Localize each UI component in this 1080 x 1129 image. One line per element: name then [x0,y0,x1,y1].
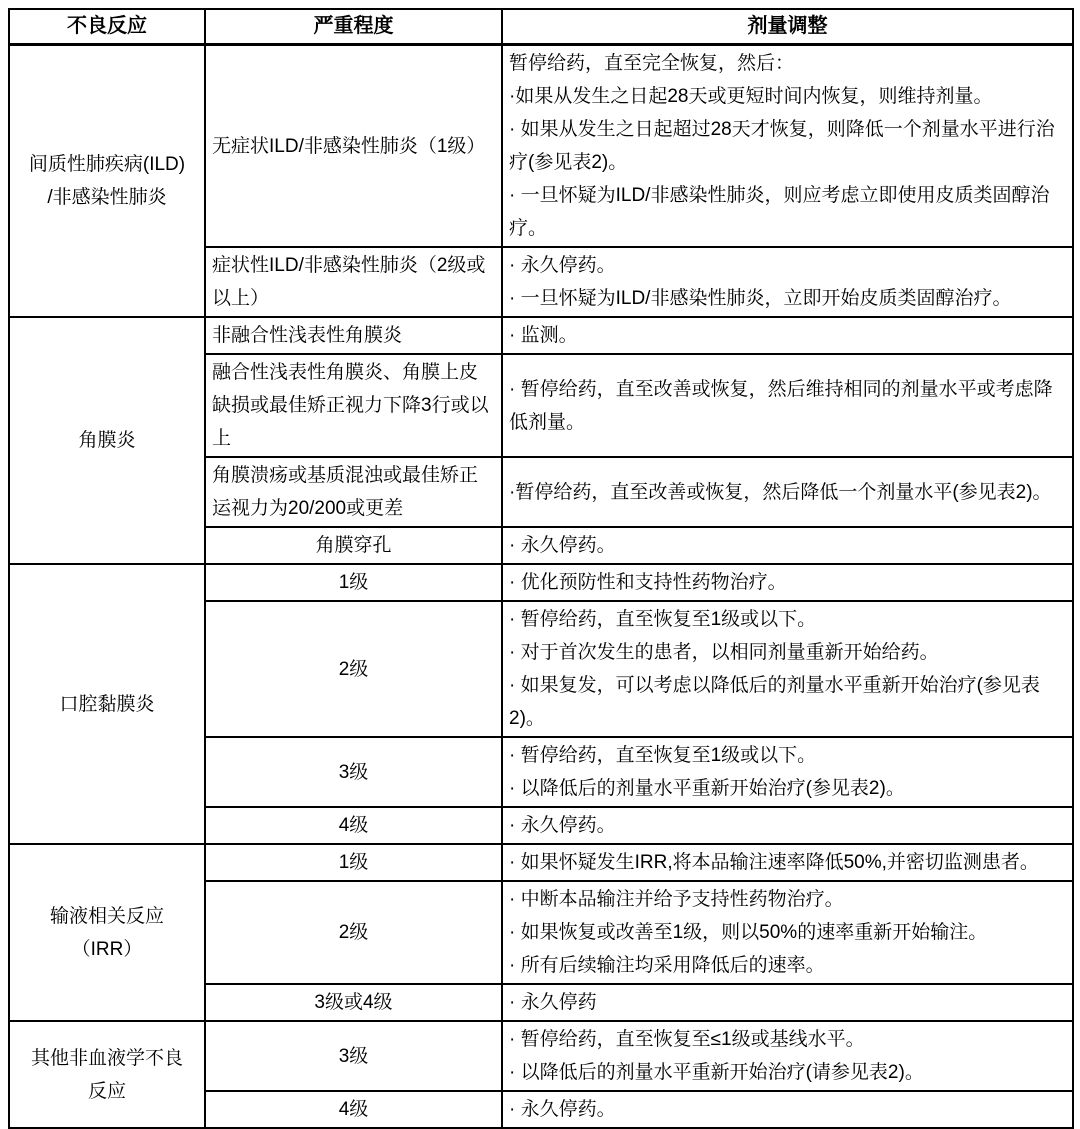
dose-cell [502,45,1073,248]
severity-cell: 4级 [205,1091,502,1128]
dose-line: ·如果从发生之日起28天或更短时间内恢复，则维持剂量。 [509,86,993,107]
dose-line: · 永久停药 [509,992,597,1013]
table-row [9,45,1073,248]
dose-line: 暂停给药，直至完全恢复，然后： [509,53,795,74]
severity-cell: 1级 [205,564,502,601]
dose-cell [502,317,1073,354]
header-dose-adjustment: 剂量调整 [502,9,1073,45]
severity-cell: 融合性浅表性角膜炎、角膜上皮缺损或最佳矫正视力下降3行或以上 [205,354,502,457]
table-row [9,564,1073,601]
dose-line: · 监测。 [509,325,578,346]
dose-cell [502,457,1073,527]
dose-line: · 暂停给药，直至恢复至≤1级或基线水平。 [509,1029,865,1050]
dose-cell [502,1021,1073,1091]
dose-cell [502,1091,1073,1128]
header-adverse-reaction: 不良反应 [9,9,205,45]
dose-cell [502,984,1073,1021]
dose-line: · 暂停给药，直至改善或恢复，然后维持相同的剂量水平或考虑降低剂量。 [509,378,1053,433]
reaction-cell-ild [9,45,205,318]
dose-line: · 如果从发生之日起超过28天才恢复，则降低一个剂量水平进行治疗(参见表2)。 [509,119,1055,173]
reaction-line: 角膜炎 [78,430,136,451]
dose-line: · 以降低后的剂量水平重新开始治疗(参见表2)。 [509,778,905,799]
dose-cell [502,737,1073,807]
reaction-line: 间质性肺疾病(ILD) [28,154,186,175]
severity-cell: 3级 [205,737,502,807]
severity-cell: 无症状ILD/非感染性肺炎（1级） [205,45,502,248]
dose-line: · 如果怀疑发生IRR,将本品输注速率降低50%,并密切监测患者。 [509,852,1039,873]
dose-line: · 永久停药。 [509,1099,616,1120]
dose-line: · 一旦怀疑为ILD/非感染性肺炎，立即开始皮质类固醇治疗。 [509,288,1012,309]
reaction-line: 输液相关反应 [49,905,164,927]
dose-cell [502,601,1073,737]
dose-cell [502,247,1073,317]
dose-line: · 永久停药。 [509,815,616,836]
dose-cell [502,844,1073,881]
severity-cell: 2级 [205,601,502,737]
severity-cell: 3级 [205,1021,502,1091]
severity-cell: 1级 [205,844,502,881]
dose-line: · 如果复发，可以考虑以降低后的剂量水平重新开始治疗(参见表2)。 [509,675,1040,729]
severity-cell: 4级 [205,807,502,844]
severity-cell: 角膜穿孔 [205,527,502,564]
dose-line: ·暂停给药，直至改善或恢复，然后降低一个剂量水平(参见表2)。 [509,481,1052,503]
severity-cell: 症状性ILD/非感染性肺炎（2级或以上） [205,247,502,317]
dose-cell [502,807,1073,844]
dose-cell [502,354,1073,457]
dose-line: · 以降低后的剂量水平重新开始治疗(请参见表2)。 [509,1062,924,1083]
dose-adjustment-table [8,8,1074,1129]
header-row [9,9,1073,45]
dose-line: · 所有后续输注均采用降低后的速率。 [509,955,825,976]
dose-line: · 中断本品输注并给予支持性药物治疗。 [509,889,844,910]
dose-line: · 暂停给药，直至恢复至1级或以下。 [509,609,817,630]
header-severity: 严重程度 [205,9,502,45]
severity-cell: 非融合性浅表性角膜炎 [205,317,502,354]
dose-line: · 暂停给药，直至恢复至1级或以下。 [509,745,817,766]
dose-line: · 对于首次发生的患者，以相同剂量重新开始给药。 [509,642,939,663]
dose-line: · 永久停药。 [509,535,616,556]
reaction-cell-keratitis [9,317,205,564]
dose-cell [502,881,1073,984]
severity-cell: 2级 [205,881,502,984]
reaction-cell-irr [9,844,205,1021]
reaction-line: 口腔黏膜炎 [59,693,155,715]
reaction-line: /非感染性肺炎 [47,187,167,208]
severity-cell: 3级或4级 [205,984,502,1021]
table-row [9,1021,1073,1091]
dose-cell [502,564,1073,601]
table-row [9,844,1073,881]
dose-line: · 永久停药。 [509,255,616,276]
reaction-line: 其他非血液学不良 [30,1047,183,1069]
reaction-line: 反应 [87,1080,126,1102]
reaction-line: （IRR） [71,938,143,960]
dose-line: · 一旦怀疑为ILD/非感染性肺炎，则应考虑立即使用皮质类固醇治疗。 [509,185,1050,239]
dose-cell [502,527,1073,564]
dose-line: · 优化预防性和支持性药物治疗。 [509,572,787,593]
reaction-cell-other-nonhematologic [9,1021,205,1128]
table-row [9,317,1073,354]
reaction-cell-mucositis [9,564,205,844]
dose-line: · 如果恢复或改善至1级，则以50%的速率重新开始输注。 [509,922,988,943]
severity-cell: 角膜溃疡或基质混浊或最佳矫正运视力为20/200或更差 [205,457,502,527]
